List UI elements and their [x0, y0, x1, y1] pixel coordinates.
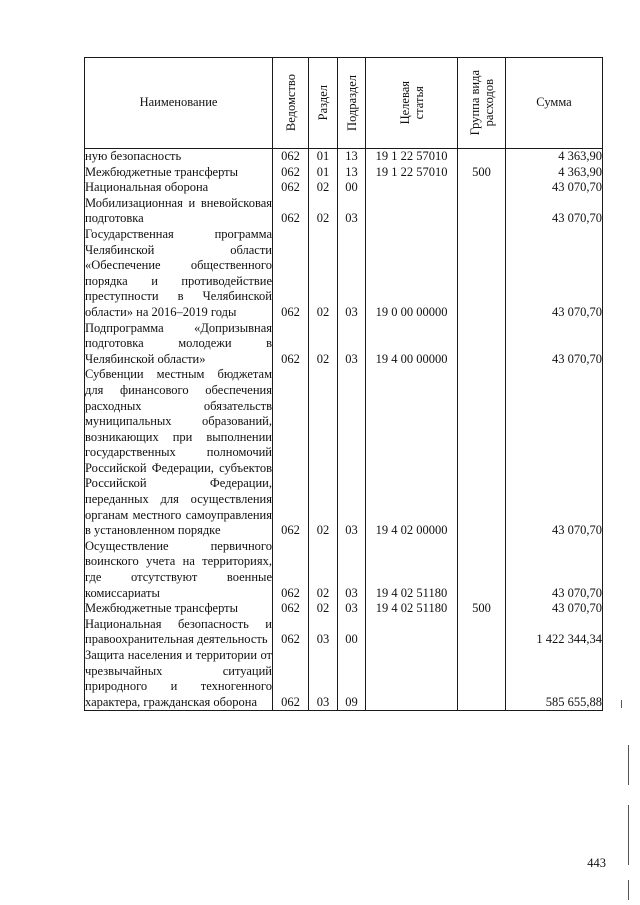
- cell-amount: 43 070,70: [506, 321, 603, 368]
- cell-amount: 4 363,90: [506, 165, 603, 181]
- cell-name: Мобилизационная и вневойсковая подготовка: [85, 195, 272, 226]
- table-row: [85, 149, 603, 165]
- cell-department: 062: [273, 539, 309, 601]
- header-target-article: Целевая статья: [366, 58, 458, 149]
- table-row: [85, 196, 603, 227]
- cell-subsection: 03: [338, 601, 366, 617]
- cell-department: 062: [273, 321, 309, 368]
- cell-expense-group: [458, 196, 506, 227]
- cell-name: Национальная оборона: [85, 180, 273, 196]
- cell-name: Защита населения и территории от чрезвычайных ситуаций природного и техногенного характера, гражданская оборона: [85, 648, 273, 711]
- table-row: [85, 321, 603, 368]
- header-amount: Сумма: [506, 58, 603, 149]
- cell-subsection: 09: [338, 648, 366, 711]
- cell-target-article: 19 4 02 51180: [366, 601, 458, 617]
- header-subsection: Подраздел: [338, 58, 366, 149]
- table-row: [85, 539, 603, 601]
- cell-section: 02: [309, 180, 338, 196]
- cell-expense-group: [458, 539, 506, 601]
- cell-expense-group: [458, 367, 506, 539]
- cell-expense-group: [458, 149, 506, 165]
- cell-subsection: 03: [338, 321, 366, 368]
- cell-amount: 43 070,70: [506, 180, 603, 196]
- cell-target-article: 19 4 02 00000: [366, 367, 458, 539]
- cell-name: ную безопасность: [85, 149, 273, 165]
- cell-amount: 43 070,70: [506, 601, 603, 617]
- table-row: [85, 180, 603, 196]
- cell-name: Осуществление первичного воинского учета на территориях, где отсутствуют военные комиссариаты: [85, 538, 272, 600]
- cell-section: 02: [309, 539, 338, 601]
- cell-subsection: 13: [338, 149, 366, 165]
- cell-name: Субвенции местным бюджетам для финансового обеспечения расходных обязательств муниципальных образований, возникающих при выполнении государственных полномочий Российской Федерации, субъектов Российской Федерации, переданных для осуществления органам местного самоуправления в установленном порядке: [85, 367, 272, 538]
- cell-department: 062: [273, 165, 309, 181]
- cell-section: 03: [309, 617, 338, 648]
- cell-target-article: [366, 196, 458, 227]
- cell-department: 062: [273, 149, 309, 165]
- table-body: [85, 149, 603, 711]
- cell-target-article: 19 0 00 00000: [366, 227, 458, 321]
- cell-section: 02: [309, 321, 338, 368]
- cell-subsection: 03: [338, 367, 366, 539]
- cell-expense-group: [458, 227, 506, 321]
- cell-target-article: 19 4 02 51180: [366, 539, 458, 601]
- cell-department: 062: [273, 180, 309, 196]
- cell-department: 062: [273, 617, 309, 648]
- cell-section: 03: [309, 648, 338, 711]
- cell-section: 02: [309, 196, 338, 227]
- scan-edge-mark: [628, 745, 629, 785]
- cell-expense-group: 500: [458, 165, 506, 181]
- header-department: Ведомство: [273, 58, 309, 149]
- cell-section: 02: [309, 601, 338, 617]
- cell-section: 01: [309, 165, 338, 181]
- header-name: Наименование: [85, 58, 273, 149]
- cell-subsection: 00: [338, 617, 366, 648]
- cell-name: Межбюджетные трансферты: [85, 165, 273, 181]
- cell-target-article: 19 1 22 57010: [366, 165, 458, 181]
- cell-amount: 43 070,70: [506, 196, 603, 227]
- table-row: [85, 617, 603, 648]
- cell-target-article: 19 1 22 57010: [366, 149, 458, 165]
- budget-table: [84, 57, 603, 711]
- cell-expense-group: 500: [458, 601, 506, 617]
- cell-subsection: 03: [338, 227, 366, 321]
- cell-target-article: [366, 617, 458, 648]
- cell-expense-group: [458, 321, 506, 368]
- header-expense-group: Группа вида расходов: [458, 58, 506, 149]
- cell-name: Межбюджетные трансферты: [85, 601, 273, 617]
- scan-edge-mark: [628, 880, 629, 900]
- cell-section: 01: [309, 149, 338, 165]
- scan-edge-mark: [628, 805, 629, 865]
- cell-subsection: 00: [338, 180, 366, 196]
- cell-expense-group: [458, 648, 506, 711]
- cell-target-article: [366, 180, 458, 196]
- cell-subsection: 13: [338, 165, 366, 181]
- cell-target-article: 19 4 00 00000: [366, 321, 458, 368]
- table-row: [85, 601, 603, 617]
- cell-name: Подпрограмма «Допризывная подготовка молодежи в Челябинской области»: [85, 320, 272, 366]
- table-row: [85, 648, 603, 711]
- cell-section: 02: [309, 367, 338, 539]
- cell-department: 062: [273, 367, 309, 539]
- cell-expense-group: [458, 617, 506, 648]
- table-row: [85, 227, 603, 321]
- cell-amount: 585 655,88: [506, 648, 603, 711]
- cell-amount: 4 363,90: [506, 149, 603, 165]
- cell-department: 062: [273, 196, 309, 227]
- cell-amount: 1 422 344,34: [506, 617, 603, 648]
- cell-target-article: [366, 648, 458, 711]
- cell-name: Национальная безопасность и правоохранительная деятельность: [85, 616, 272, 647]
- cell-name: Государственная программа Челябинской области «Обеспечение общественного порядка и противодействие преступности в Челябинской области» на 2016–2019 годы: [85, 226, 272, 319]
- table-header-row: [85, 58, 603, 149]
- header-section: Раздел: [309, 58, 338, 149]
- cell-amount: 43 070,70: [506, 539, 603, 601]
- cell-amount: 43 070,70: [506, 227, 603, 321]
- cell-amount: 43 070,70: [506, 367, 603, 539]
- cell-department: 062: [273, 601, 309, 617]
- cell-department: 062: [273, 227, 309, 321]
- cell-department: 062: [273, 648, 309, 711]
- scan-edge-mark: [621, 700, 622, 708]
- table-row: [85, 165, 603, 181]
- page-number: 443: [587, 856, 606, 870]
- cell-subsection: 03: [338, 539, 366, 601]
- table-row: [85, 367, 603, 539]
- cell-expense-group: [458, 180, 506, 196]
- cell-section: 02: [309, 227, 338, 321]
- cell-subsection: 03: [338, 196, 366, 227]
